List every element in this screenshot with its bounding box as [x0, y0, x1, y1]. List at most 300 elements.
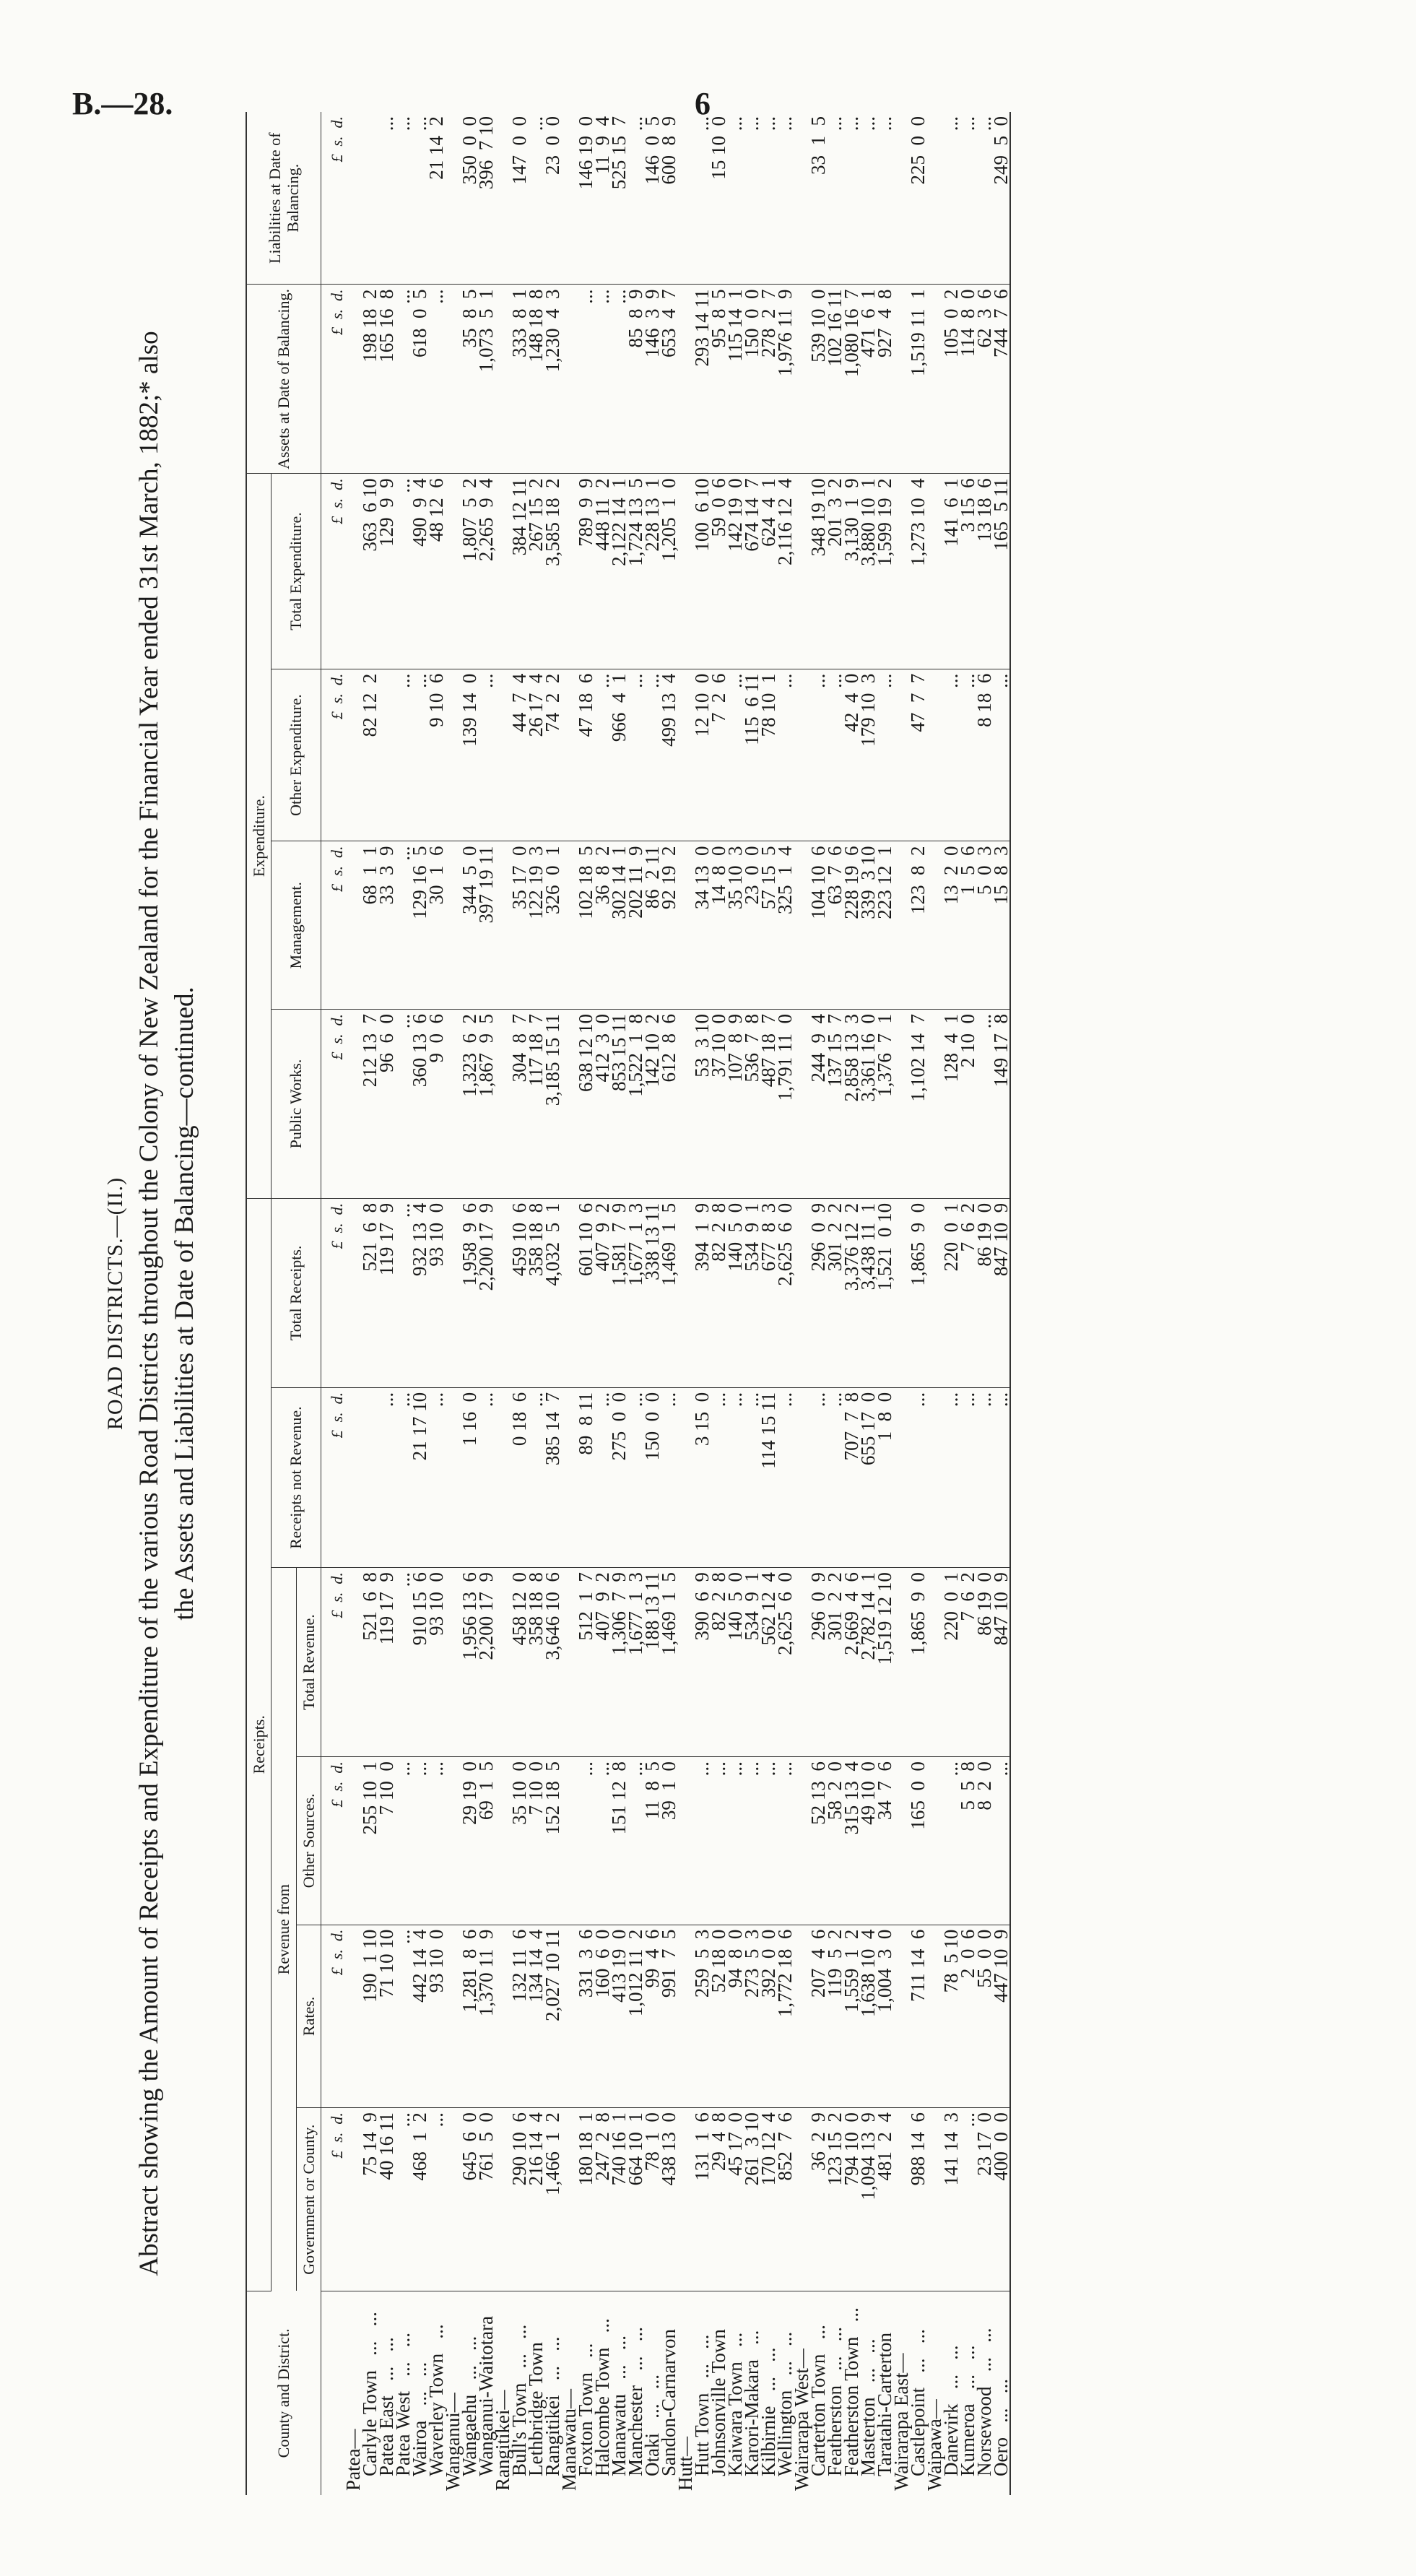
table-cell: ...: [611, 285, 627, 474]
table-cell: 761 5 0: [478, 2108, 495, 2291]
table-cell: 82 12 2: [362, 669, 378, 841]
table-cell: 119 5 2: [827, 1925, 843, 2108]
table-cell: 2,858 13 3: [843, 1010, 860, 1199]
district-name: Halcombe Town ...: [591, 2318, 613, 2476]
county-name: Patea—: [342, 2429, 364, 2491]
table-cell: ...: [694, 112, 711, 285]
table-cell: 293 14 11: [694, 285, 711, 474]
table-cell: 104 10 6: [810, 841, 827, 1010]
table-cell: 487 18 7: [760, 1010, 777, 1199]
table-cell: 601 10 6: [578, 1198, 594, 1387]
table-row: [877, 112, 893, 2495]
table-cell: 1,807 5 2: [461, 474, 478, 669]
table-cell: 304 8 7: [511, 1010, 528, 1199]
table-cell: 991 7 5: [661, 1925, 677, 2108]
table-cell: 13 2 0: [943, 841, 960, 1010]
table-cell: 93 10 0: [428, 1198, 445, 1387]
table-cell: 442 14 4: [412, 1925, 428, 2108]
table-cell: [794, 669, 810, 841]
table-cell: 624 4 1: [760, 474, 777, 669]
district-name: Masterton ... ...: [856, 2338, 879, 2476]
header-other-sources: Other Sources.: [296, 1757, 321, 1925]
table-cell: 85 8 9: [627, 285, 644, 474]
table-cell: ...: [378, 112, 395, 285]
table-cell: ...: [395, 1925, 412, 2108]
table-cell: 63 7 6: [827, 841, 843, 1010]
unit-label: £ s. d.: [321, 1198, 345, 1387]
table-cell: 471 6 1: [860, 285, 877, 474]
district-name: Lethbridge Town: [524, 2342, 547, 2476]
table-cell: 45 17 0: [727, 2108, 744, 2291]
district-name: Taratahi-Carterton: [873, 2332, 895, 2476]
table-cell: 1,469 1 5: [661, 1568, 677, 1757]
district-name: Bull's Town ... ...: [508, 2324, 530, 2476]
table-cell: 2,027 10 11: [544, 1925, 561, 2108]
table-cell: 3,376 12 2: [843, 1198, 860, 1387]
table-cell: ...: [777, 1757, 794, 1925]
table-cell: 618 0 5: [412, 285, 428, 474]
table-cell: 534 9 1: [744, 1568, 760, 1757]
table-cell: 490 9 4: [412, 474, 428, 669]
unit-label: £ s. d.: [321, 2108, 345, 2291]
table-cell: ...: [395, 669, 412, 841]
table-cell: ...: [960, 669, 976, 841]
table-cell: 123 8 2: [910, 841, 926, 1010]
table-cell: 207 4 6: [810, 1925, 827, 2108]
table-cell: [362, 112, 378, 285]
table-cell: 74 2 2: [544, 669, 561, 841]
page-reference: B.—28.: [72, 86, 173, 121]
table-cell: 910 15 6: [412, 1568, 428, 1757]
table-cell: 14 8 0: [711, 841, 727, 1010]
table-cell: 220 0 1: [943, 1198, 960, 1387]
table-cell: 3 15 6: [960, 474, 976, 669]
table-cell: ...: [412, 669, 428, 841]
table-cell: 385 14 7: [544, 1387, 561, 1567]
county-name: Manawatu—: [557, 2389, 580, 2491]
table-cell: ...: [478, 669, 495, 841]
table-cell: ...: [727, 1757, 744, 1925]
table-row: [910, 112, 926, 2495]
table-cell: 139 14 0: [461, 669, 478, 841]
district-name: Otaki ... ...: [640, 2375, 663, 2476]
header-receipts: Receipts.: [246, 1198, 272, 2291]
header-government: Government or County.: [296, 2108, 321, 2291]
table-cell: 447 10 9: [993, 1925, 1010, 2108]
table-row: [428, 112, 445, 2495]
table-cell: ...: [428, 1757, 445, 1925]
table-cell: 59 0 6: [711, 474, 727, 669]
district-name: Patea East ... ...: [375, 2337, 397, 2476]
table-cell: 338 13 11: [644, 1198, 661, 1387]
table-cell: 78 1 0: [644, 2108, 661, 2291]
table-cell: 1 16 0: [461, 1387, 478, 1567]
table-cell: 21 14 2: [428, 112, 445, 285]
table-cell: 3,130 1 9: [843, 474, 860, 669]
header-liabilities: Liabilities at Date of Balancing.: [246, 112, 321, 285]
table-cell: 160 6 0: [594, 1925, 611, 2108]
table-cell: 2,625 6 0: [777, 1568, 794, 1757]
table-cell: 26 17 4: [528, 669, 544, 841]
table-cell: [561, 285, 578, 474]
table-cell: 1,638 10 4: [860, 1925, 877, 2108]
table-cell: 53 3 10: [694, 1010, 711, 1199]
table-cell: ...: [777, 112, 794, 285]
table-cell: 296 0 9: [810, 1568, 827, 1757]
table-cell: 142 10 2: [644, 1010, 661, 1199]
district-name: Wanganui-Waitotara: [474, 2315, 497, 2476]
table-cell: 119 17 9: [378, 1198, 395, 1387]
table-cell: 47 18 6: [578, 669, 594, 841]
table-cell: 78 5 10: [943, 1925, 960, 2108]
rotated-table-area: [97, 112, 1318, 2495]
table-cell: ...: [960, 1387, 976, 1567]
header-revenue-from: Revenue from: [272, 1568, 296, 2291]
table-cell: 86 2 11: [644, 841, 661, 1010]
table-cell: 1,469 1 5: [661, 1198, 677, 1387]
table-cell: 190 1 10: [362, 1925, 378, 2108]
table-cell: 1,677 1 3: [627, 1568, 644, 1757]
table-cell: 1,519 11 1: [910, 285, 926, 474]
table-cell: 397 19 11: [478, 841, 495, 1010]
table-cell: 201 3 2: [827, 474, 843, 669]
table-cell: ...: [627, 1757, 644, 1925]
district-name: Oero ... ...: [993, 2291, 1010, 2495]
table-cell: 49 10 0: [860, 1757, 877, 1925]
table-cell: 296 0 9: [810, 1198, 827, 1387]
table-cell: ...: [711, 1757, 727, 1925]
table-cell: 89 8 11: [578, 1387, 594, 1567]
table-cell: 384 12 11: [511, 474, 528, 669]
table-cell: ...: [943, 1757, 960, 1925]
table-cell: 674 14 7: [744, 474, 760, 669]
table-cell: 278 2 7: [760, 285, 777, 474]
table-cell: 400 0 0: [993, 2108, 1010, 2291]
table-cell: 23 17 0: [976, 2108, 993, 2291]
table-cell: [677, 1757, 694, 1925]
unit-label: £ s. d.: [321, 1757, 345, 1925]
table-cell: 15 10 0: [711, 112, 727, 285]
table-cell: 131 1 6: [694, 2108, 711, 2291]
district-name: Foxton Town ...: [574, 2343, 596, 2476]
header-public-works: Public Works.: [272, 1010, 321, 1199]
table-cell: ...: [827, 669, 843, 841]
table-cell: 1,102 14 7: [910, 1010, 926, 1199]
table-cell: 13 18 6: [976, 474, 993, 669]
table-cell: 2,122 14 1: [611, 474, 627, 669]
unit-spacer: [321, 2291, 345, 2495]
table-cell: 740 16 1: [611, 2108, 627, 2291]
table-cell: 438 13 0: [661, 2108, 677, 2291]
table-cell: 333 8 1: [511, 285, 528, 474]
table-cell: 11 9 4: [594, 112, 611, 285]
table-cell: 3,438 11 1: [860, 1198, 877, 1387]
table-cell: 1,865 9 0: [910, 1198, 926, 1387]
table-cell: 853 15 11: [611, 1010, 627, 1199]
table-cell: ...: [395, 841, 412, 1010]
table-cell: 448 11 2: [594, 474, 611, 669]
table-cell: ...: [395, 1757, 412, 1925]
table-cell: [926, 1387, 943, 1567]
table-cell: 396 7 10: [478, 112, 495, 285]
table-cell: [345, 1387, 362, 1567]
table-cell: 141 6 1: [943, 474, 960, 669]
table-cell: 92 19 2: [661, 841, 677, 1010]
table-cell: 102 18 5: [578, 841, 594, 1010]
header-other-expenditure: Other Expenditure.: [272, 669, 321, 841]
table-cell: 39 1 0: [661, 1757, 677, 1925]
table-cell: 653 4 7: [661, 285, 677, 474]
table-cell: 165 5 11: [993, 474, 1010, 669]
table-cell: 244 9 4: [810, 1010, 827, 1199]
table-cell: 3,880 10 1: [860, 474, 877, 669]
table-cell: 9 0 6: [428, 1010, 445, 1199]
table-cell: 96 6 0: [378, 1010, 395, 1199]
table-cell: ...: [993, 669, 1010, 841]
table-cell: 358 18 8: [528, 1198, 544, 1387]
table-row: [478, 112, 495, 2495]
table-cell: 40 16 11: [378, 2108, 395, 2291]
table-cell: 202 11 9: [627, 841, 644, 1010]
table-cell: ...: [777, 669, 794, 841]
table-cell: 123 15 2: [827, 2108, 843, 2291]
table-cell: 1,519 12 10: [877, 1568, 893, 1757]
table-cell: [362, 1387, 378, 1567]
district-name: Karori-Makara ...: [740, 2330, 763, 2476]
table-cell: ...: [395, 1387, 412, 1567]
table-cell: 4,032 5 1: [544, 1198, 561, 1387]
table-cell: 988 14 6: [910, 2108, 926, 2291]
table-cell: 57 15 5: [760, 841, 777, 1010]
table-cell: 94 8 0: [727, 1925, 744, 2108]
table-cell: 534 9 1: [744, 1198, 760, 1387]
table-cell: ...: [395, 1010, 412, 1199]
unit-label: £ s. d.: [321, 1568, 345, 1757]
table-cell: ...: [827, 1387, 843, 1567]
table-cell: 71 10 10: [378, 1925, 395, 2108]
table-cell: 52 13 6: [810, 1757, 827, 1925]
county-name: Wairarapa East—: [890, 2353, 912, 2491]
table-cell: 93 10 0: [428, 1568, 445, 1757]
district-name: Sandon-Carnarvon: [657, 2329, 679, 2476]
table-cell: 1,306 7 9: [611, 1568, 627, 1757]
abstract-title-line-2: the Assets and Liabilities at Date of Balancing—continued.: [170, 986, 199, 1621]
district-name: Danevirk ... ...: [939, 2345, 962, 2476]
table-cell: 1,080 16 7: [843, 285, 860, 474]
table-cell: 1 8 0: [877, 1387, 893, 1567]
header-county-district: County and District.: [246, 2291, 321, 2495]
table-cell: 146 19 0: [578, 112, 594, 285]
table-cell: ...: [910, 1387, 926, 1567]
table-cell: 99 4 6: [644, 1925, 661, 2108]
table-cell: 52 18 0: [711, 1925, 727, 2108]
table-cell: ...: [528, 112, 544, 285]
table-cell: ...: [744, 1757, 760, 1925]
table-cell: 1,273 10 4: [910, 474, 926, 669]
table-cell: ...: [810, 669, 827, 841]
table-cell: 1,865 9 0: [910, 1568, 926, 1757]
table-cell: 220 0 1: [943, 1568, 960, 1757]
table-cell: ...: [993, 1387, 1010, 1567]
table-cell: 7 2 6: [711, 669, 727, 841]
section-heading: ROAD DISTRICTS.—(II.): [103, 1176, 127, 1431]
table-cell: 119 17 9: [378, 1568, 395, 1757]
table-cell: 847 10 9: [993, 1568, 1010, 1757]
table-cell: 180 18 1: [578, 2108, 594, 2291]
page-number: 6: [695, 86, 711, 121]
table-cell: 966 4 1: [611, 669, 627, 841]
table-cell: 62 3 6: [976, 285, 993, 474]
unit-label: £ s. d.: [321, 112, 345, 285]
table-cell: 1,281 8 6: [461, 1925, 478, 2108]
district-name: Carterton Town ...: [807, 2325, 829, 2476]
table-cell: 11 8 5: [644, 1757, 661, 1925]
table-row: [544, 112, 561, 2495]
table-cell: ...: [428, 285, 445, 474]
table-cell: 2,200 17 9: [478, 1568, 495, 1757]
table-cell: 21 17 10: [412, 1387, 428, 1567]
district-name: Patea West ... ...: [391, 2332, 414, 2476]
table-cell: ...: [943, 669, 960, 841]
table-cell: 331 3 6: [578, 1925, 594, 2108]
table-cell: 34 13 0: [694, 841, 711, 1010]
table-cell: 179 10 3: [860, 669, 877, 841]
table-cell: 146 3 9: [644, 285, 661, 474]
table-cell: ...: [428, 1387, 445, 1567]
table-cell: 7 6 2: [960, 1198, 976, 1387]
table-cell: 290 10 6: [511, 2108, 528, 2291]
district-name: Rangitikei ... ...: [541, 2336, 563, 2476]
table-cell: 82 2 8: [711, 1198, 727, 1387]
table-cell: 151 12 8: [611, 1757, 627, 1925]
table-cell: ...: [478, 1387, 495, 1567]
table-cell: 249 5 0: [993, 112, 1010, 285]
table-cell: 36 2 9: [810, 2108, 827, 2291]
header-rates: Rates.: [296, 1925, 321, 2108]
unit-label: £ s. d.: [321, 1387, 345, 1567]
unit-label: £ s. d.: [321, 285, 345, 474]
table-cell: 44 7 4: [511, 669, 528, 841]
district-name: Johnsonville Town: [707, 2329, 729, 2476]
table-cell: ...: [760, 1757, 777, 1925]
table-cell: 744 7 6: [993, 285, 1010, 474]
header-management: Management.: [272, 841, 321, 1010]
district-name: Hutt Town ... ...: [690, 2334, 713, 2476]
table-cell: 9 10 6: [428, 669, 445, 841]
table-cell: 707 7 8: [843, 1387, 860, 1567]
table-cell: 468 1 2: [412, 2108, 428, 2291]
table-cell: 360 13 6: [412, 1010, 428, 1199]
table-cell: 216 14 4: [528, 2108, 544, 2291]
table-cell: 198 18 2: [362, 285, 378, 474]
table-cell: 48 12 6: [428, 474, 445, 669]
table-cell: 1,012 11 2: [627, 1925, 644, 2108]
table-cell: 37 10 0: [711, 1010, 727, 1199]
table-cell: 34 7 6: [877, 1757, 893, 1925]
table-cell: ...: [594, 285, 611, 474]
table-cell: [561, 1757, 578, 1925]
table-cell: ...: [827, 112, 843, 285]
table-cell: ...: [627, 669, 644, 841]
table-cell: 1,677 1 3: [627, 1198, 644, 1387]
table-cell: 655 17 0: [860, 1387, 877, 1567]
table-cell: 7 10 0: [528, 1757, 544, 1925]
table-cell: 407 9 2: [594, 1198, 611, 1387]
table-cell: ...: [777, 1387, 794, 1567]
district-name: Carlyle Town ... ...: [358, 2312, 381, 2476]
table-cell: 42 4 0: [843, 669, 860, 841]
table-cell: 2,200 17 9: [478, 1198, 495, 1387]
table-cell: ...: [627, 112, 644, 285]
table-cell: 134 14 4: [528, 1925, 544, 2108]
unit-label: £ s. d.: [321, 1010, 345, 1199]
table-cell: ...: [976, 1387, 993, 1567]
table-cell: 23 0 0: [544, 112, 561, 285]
table-cell: 927 4 8: [877, 285, 893, 474]
table-cell: 115 6 11: [744, 669, 760, 841]
table-cell: 521 6 8: [362, 1198, 378, 1387]
table-cell: 140 5 0: [727, 1198, 744, 1387]
district-name: Kilbirnie ... ...: [757, 2347, 779, 2476]
table-cell: 539 10 0: [810, 285, 827, 474]
county-name: Wairarapa West—: [790, 2349, 812, 2491]
table-cell: 114 8 0: [960, 285, 976, 474]
table-cell: 645 6 0: [461, 2108, 478, 2291]
title-block: [103, 112, 200, 2495]
table-cell: 2,625 6 0: [777, 1198, 794, 1387]
table-cell: 413 19 0: [611, 1925, 627, 2108]
table-cell: 93 10 0: [428, 1925, 445, 2108]
table-cell: 150 0 0: [644, 1387, 661, 1567]
table-cell: 521 6 8: [362, 1568, 378, 1757]
table-cell: 301 2 2: [827, 1198, 843, 1387]
county-name: Rangitikei—: [491, 2390, 513, 2491]
table-cell: ...: [943, 1387, 960, 1567]
table-cell: 677 8 3: [760, 1198, 777, 1387]
table-cell: ...: [528, 1387, 544, 1567]
table-cell: 1,772 18 6: [777, 1925, 794, 2108]
table-cell: 1,004 3 0: [877, 1925, 893, 2108]
district-name: Wellington ... ...: [773, 2331, 796, 2476]
table-cell: 273 5 3: [744, 1925, 760, 2108]
table-cell: ...: [760, 112, 777, 285]
table-cell: 78 10 1: [760, 669, 777, 841]
table-cell: 1,724 13 5: [627, 474, 644, 669]
table-cell: 358 18 8: [528, 1568, 544, 1757]
table-cell: 30 1 6: [428, 841, 445, 1010]
table-cell: 212 13 7: [362, 1010, 378, 1199]
table-cell: 2,116 12 4: [777, 474, 794, 669]
table-cell: 1,466 1 2: [544, 2108, 561, 2291]
table-cell: ...: [976, 1010, 993, 1199]
table-cell: 1,958 9 6: [461, 1198, 478, 1387]
table-row: [777, 112, 794, 2495]
abstract-title-line-1: Abstract showing the Amount of Receipts and Expenditure of the various Road Districts throughout the Colony of New Zealand for the Financial Year ended 31st March, 1882;* also: [134, 331, 164, 2276]
table-cell: [345, 112, 362, 285]
table-row: [378, 112, 395, 2495]
table-cell: 638 12 10: [578, 1010, 594, 1199]
table-cell: 664 10 1: [627, 2108, 644, 2291]
table-cell: 69 1 5: [478, 1757, 495, 1925]
table-cell: 8 2 0: [976, 1757, 993, 1925]
table-cell: 1,791 11 0: [777, 1010, 794, 1199]
header-expenditure: Expenditure.: [246, 474, 272, 1199]
table-cell: 5 5 8: [960, 1757, 976, 1925]
table-cell: 35 10 3: [727, 841, 744, 1010]
table-cell: 29 4 8: [711, 2108, 727, 2291]
table-cell: 247 2 8: [594, 2108, 611, 2291]
header-receipts-not-revenue: Receipts not Revenue.: [272, 1387, 321, 1567]
